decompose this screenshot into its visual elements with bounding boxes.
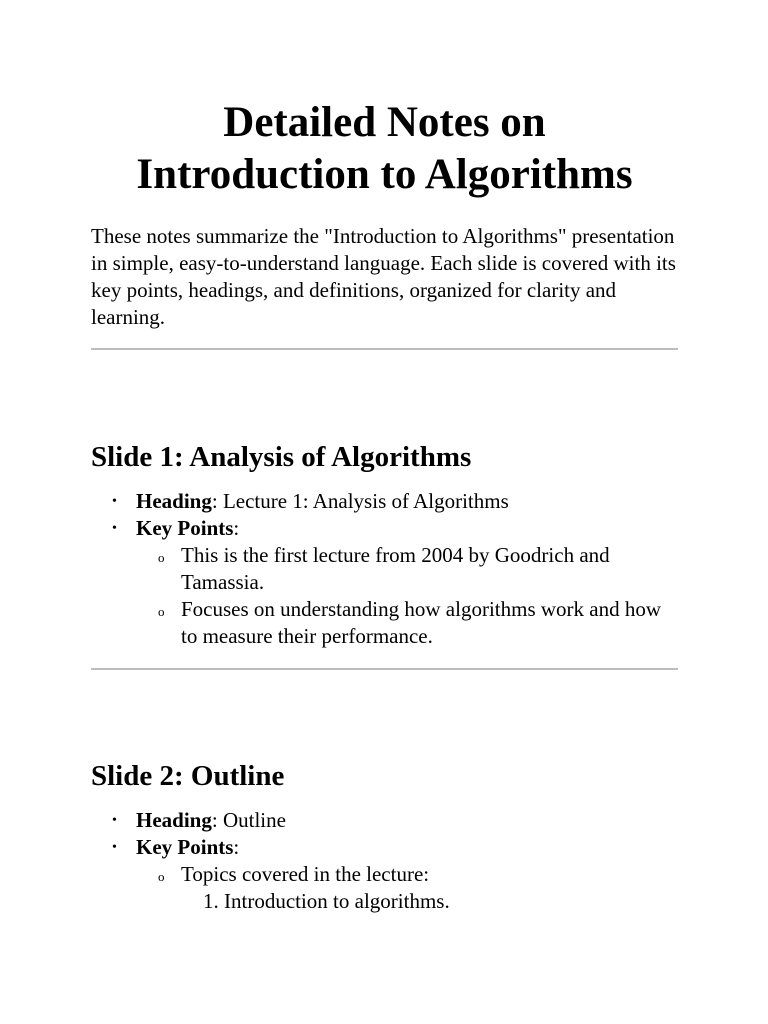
sub-point-text: Topics covered in the lecture:	[181, 862, 430, 886]
list-item	[136, 596, 678, 650]
circle-bullet-icon: o	[158, 604, 165, 619]
slide-point-list	[91, 807, 678, 915]
circle-bullet-icon: o	[158, 550, 165, 565]
document-title	[91, 0, 678, 201]
list-item	[91, 834, 678, 915]
key-points-colon: :	[233, 516, 240, 540]
section-divider	[91, 348, 678, 350]
sub-point-text: This is the first lecture from 2004 by Goodrich and Tamassia.	[181, 543, 610, 594]
list-item	[136, 861, 678, 915]
sub-point-text: Focuses on understanding how algorithms work and how to measure their performance.	[181, 597, 662, 648]
list-item	[136, 542, 678, 596]
heading-value: : Outline	[211, 808, 286, 832]
title-line-1: Detailed Notes on	[223, 99, 546, 146]
list-item	[91, 807, 678, 834]
document-page	[91, 0, 678, 915]
section-divider	[91, 668, 678, 670]
heading-label: Heading	[136, 489, 212, 513]
bullet-icon: •	[112, 840, 117, 855]
slide-heading: Slide 2: Outline	[91, 760, 285, 792]
list-item	[91, 488, 678, 515]
key-points-colon: :	[233, 835, 240, 859]
key-points-label: Key Points	[136, 835, 234, 859]
heading-label: Heading	[136, 808, 212, 832]
list-item: 1. Introduction to algorithms.	[203, 889, 450, 913]
list-item	[91, 515, 678, 650]
heading-value: : Lecture 1: Analysis of Algorithms	[211, 489, 509, 513]
circle-bullet-icon: o	[158, 869, 165, 884]
sub-point-list	[136, 861, 678, 915]
key-points-label: Key Points	[136, 516, 234, 540]
slide-point-list	[91, 488, 678, 650]
slide-section-2	[91, 759, 678, 915]
title-line-2: Introduction to Algorithms	[136, 151, 633, 198]
slide-section-1	[91, 440, 678, 650]
slide-heading: Slide 1: Analysis of Algorithms	[91, 441, 472, 473]
sub-point-list	[136, 542, 678, 650]
intro-paragraph: These notes summarize the "Introduction to Algorithms" presentation in simple, easy-to-understand language. Each slide is covered with its key points, headings, and definitions, organized for clarity and learning.	[91, 224, 676, 329]
bullet-icon: •	[112, 494, 117, 509]
numbered-list	[181, 888, 678, 915]
bullet-icon: •	[112, 813, 117, 828]
bullet-icon: •	[112, 521, 117, 536]
